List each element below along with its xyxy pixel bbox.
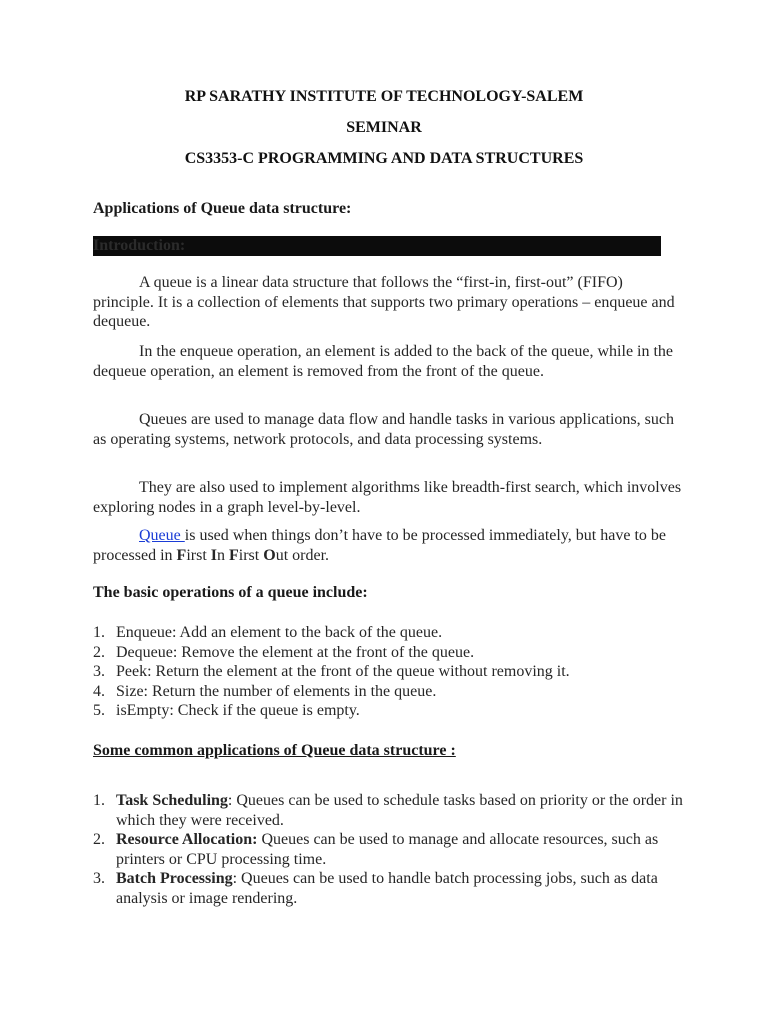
list-number: 2. [93, 831, 105, 848]
operations-list [93, 623, 693, 721]
list-item-text: Dequeue: Remove the element at the front of the queue. [116, 643, 475, 661]
list-item [93, 623, 693, 643]
application-title: Task Scheduling [116, 792, 228, 809]
fifo-text-irst1: irst [186, 546, 211, 564]
list-item-text: isEmpty: Check if the queue is empty. [116, 702, 360, 719]
list-item [93, 791, 683, 830]
paragraph-uses [93, 410, 683, 449]
course-title: CS3353-C PROGRAMMING AND DATA STRUCTURES [184, 150, 584, 167]
paragraph-bfs [93, 478, 683, 517]
institute-title: RP SARATHY INSTITUTE OF TECHNOLOGY-SALEM [184, 88, 584, 105]
introduction-heading: Introduction: [93, 236, 661, 256]
application-text: : Queues can be used to schedule tasks based on priority or the order in which they were received. [116, 792, 683, 829]
list-number: 5. [93, 702, 105, 719]
list-item-text: Size: Return the number of elements in the queue. [116, 682, 437, 700]
fifo-letter-f1: F [176, 546, 187, 564]
list-item [93, 682, 693, 702]
list-number: 2. [93, 643, 105, 661]
applications-list [93, 791, 683, 908]
list-item [93, 662, 693, 682]
list-number: 1. [93, 624, 105, 641]
paragraph-fifo [93, 273, 683, 332]
topic-heading: Applications of Queue data structure: [93, 200, 352, 217]
operations-heading: The basic operations of a queue include: [93, 584, 368, 601]
application-text: Queues can be used to manage and allocate resources, such as printers or CPU processing time. [116, 831, 659, 868]
list-item-text: Peek: Return the element at the front of the queue without removing it. [116, 663, 570, 680]
applications-heading: Some common applications of Queue data structure : [93, 742, 456, 759]
paragraph-enqueue-text: In the enqueue operation, an element is added to the back of the queue, while in the dequeue operation, an element is removed from the front of the queue. [93, 343, 674, 380]
list-number: 3. [93, 663, 105, 680]
fifo-letter-o: O [263, 546, 276, 564]
list-item [93, 701, 693, 721]
application-text: : Queues can be used to handle batch processing jobs, such as data analysis or image rendering. [116, 870, 658, 907]
list-item-text: Enqueue: Add an element to the back of the queue. [116, 624, 443, 641]
paragraph-bfs-text: They are also used to implement algorithms like breadth-first search, which involves exploring nodes in a graph level-by-level. [93, 479, 682, 516]
list-number: 3. [93, 870, 105, 887]
list-number: 4. [93, 682, 105, 700]
fifo-text-ut: ut order. [275, 546, 330, 564]
queue-link[interactable]: Queue [139, 527, 185, 544]
fifo-order-text: is used when things don’t have to be processed immediately, but have to be processed in [93, 527, 666, 564]
paragraph-fifo-order [93, 526, 683, 565]
fifo-text-n: n [217, 546, 229, 564]
paragraph-enqueue-dequeue [93, 342, 683, 381]
seminar-title: SEMINAR [346, 119, 422, 136]
list-item [93, 869, 683, 908]
list-item [93, 643, 693, 663]
application-title: Batch Processing [116, 870, 233, 887]
list-number: 1. [93, 792, 105, 809]
paragraph-uses-text: Queues are used to manage data flow and handle tasks in various applications, such as operating systems, network protocols, and data processing systems. [93, 411, 674, 448]
fifo-letter-i: I [210, 546, 217, 564]
fifo-text-irst2: irst [238, 546, 264, 564]
paragraph-fifo-text: A queue is a linear data structure that follows the “first-in, first-out” (FIFO) principle. It is a collection of elements that supports two primary operations – enqueue and dequeue. [93, 274, 675, 330]
fifo-letter-f2: F [229, 546, 239, 564]
application-title: Resource Allocation: [116, 831, 258, 848]
list-item [93, 830, 683, 869]
